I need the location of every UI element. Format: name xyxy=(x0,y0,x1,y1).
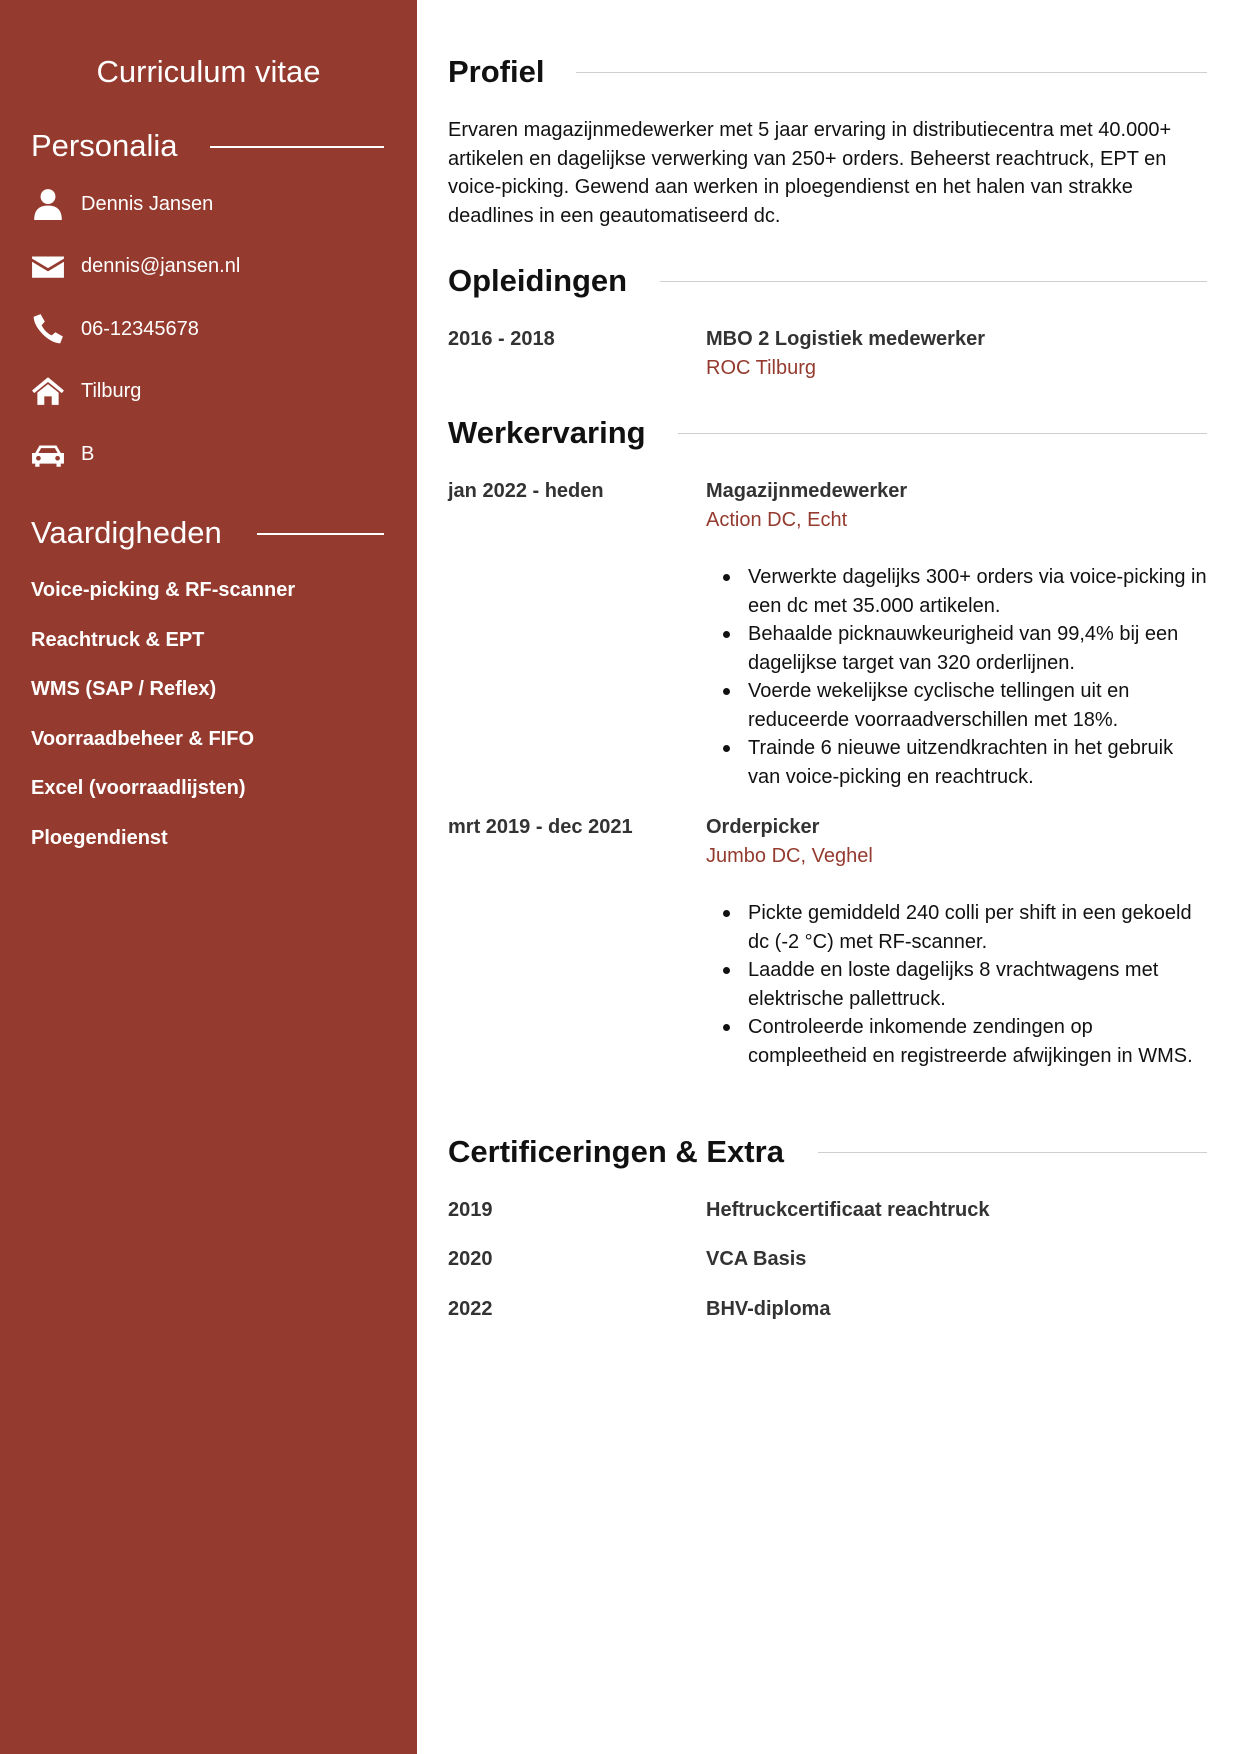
skills-divider xyxy=(257,533,384,535)
cert-title: BHV-diploma xyxy=(706,1298,831,1320)
personalia-city-text: Tilburg xyxy=(81,380,142,402)
list-item: Controleerde inkomende zendingen op compleetheid en registreerde afwijkingen in WMS. xyxy=(748,1013,1208,1070)
certifications-heading: Certificeringen & Extra xyxy=(448,1134,784,1169)
job-date: mrt 2019 - dec 2021 xyxy=(448,816,633,838)
cert-title: VCA Basis xyxy=(706,1248,807,1270)
cert-title: Heftruckcertificaat reachtruck xyxy=(706,1199,990,1221)
home-icon xyxy=(31,374,65,408)
list-item: Voerde wekelijkse cyclische tellingen uit en reduceerde voorraadverschillen met 18%. xyxy=(748,677,1208,734)
cert-date: 2019 xyxy=(448,1199,493,1221)
skill-item: Excel (voorraadlijsten) xyxy=(31,777,246,799)
cv-title: Curriculum vitae xyxy=(96,54,321,89)
cert-date: 2022 xyxy=(448,1298,493,1320)
list-item: Laadde en loste dagelijks 8 vrachtwagens met elektrische pallettruck. xyxy=(748,956,1208,1013)
personalia-divider xyxy=(210,146,384,148)
skill-item: Voice-picking & RF-scanner xyxy=(31,579,296,601)
job-bullets xyxy=(748,899,1208,1070)
profile-text: Ervaren magazijnmedewerker met 5 jaar ervaring in distributiecentra met 40.000+ artikelen en dagelijkse verwerking van 250+ orders. Beheerst reachtruck, EPT en voice-picking. Gewend aan werken in ploegendienst en het halen van strakke deadlines in een geautomatiseerd dc. xyxy=(448,119,1172,227)
experience-divider xyxy=(678,433,1207,434)
job-date: jan 2022 - heden xyxy=(448,480,604,502)
skill-item: Ploegendienst xyxy=(31,827,168,849)
personalia-phone[interactable] xyxy=(31,311,199,347)
car-icon xyxy=(31,437,65,471)
main-content xyxy=(417,0,1241,1754)
job-title: Orderpicker xyxy=(706,816,820,838)
personalia-license xyxy=(31,436,95,472)
list-item: Pickte gemiddeld 240 colli per shift in een gekoeld dc (-2 °C) met RF-scanner. xyxy=(748,899,1208,956)
education-title: MBO 2 Logistiek medewerker xyxy=(706,328,985,350)
phone-icon xyxy=(31,312,65,346)
job-title: Magazijnmedewerker xyxy=(706,480,908,502)
education-heading: Opleidingen xyxy=(448,263,628,298)
job-bullets xyxy=(748,563,1208,791)
list-item: Behaalde picknauwkeurigheid van 99,4% bij een dagelijkse target van 320 orderlijnen. xyxy=(748,620,1208,677)
personalia-phone-text[interactable]: 06-12345678 xyxy=(81,318,199,340)
job-employer: Jumbo DC, Veghel xyxy=(706,845,873,867)
sidebar xyxy=(0,0,417,1754)
certifications-divider xyxy=(818,1152,1207,1153)
list-item: Verwerkte dagelijks 300+ orders via voice-picking in een dc met 35.000 artikelen. xyxy=(748,563,1208,620)
cert-date: 2020 xyxy=(448,1248,493,1270)
experience-heading: Werkervaring xyxy=(448,415,646,450)
education-date: 2016 - 2018 xyxy=(448,328,555,350)
skill-item: Reachtruck & EPT xyxy=(31,629,205,651)
skill-item: Voorraadbeheer & FIFO xyxy=(31,728,255,750)
profile-divider xyxy=(576,72,1207,73)
list-item: Trainde 6 nieuwe uitzendkrachten in het gebruik van voice-picking en reachtruck. xyxy=(748,734,1208,791)
personalia-city xyxy=(31,373,142,409)
envelope-icon xyxy=(31,249,65,283)
education-divider xyxy=(660,281,1207,282)
personalia-email[interactable] xyxy=(31,248,241,284)
profile-heading: Profiel xyxy=(448,54,545,89)
user-icon xyxy=(31,187,65,221)
personalia-name-text: Dennis Jansen xyxy=(81,193,214,215)
personalia-license-text: B xyxy=(81,443,95,465)
job-employer: Action DC, Echt xyxy=(706,509,848,531)
education-school: ROC Tilburg xyxy=(706,357,817,379)
skill-item: WMS (SAP / Reflex) xyxy=(31,678,217,700)
personalia-email-text[interactable]: dennis@jansen.nl xyxy=(81,255,241,277)
skills-heading: Vaardigheden xyxy=(31,515,222,550)
personalia-name xyxy=(31,186,214,222)
personalia-heading: Personalia xyxy=(31,128,178,163)
